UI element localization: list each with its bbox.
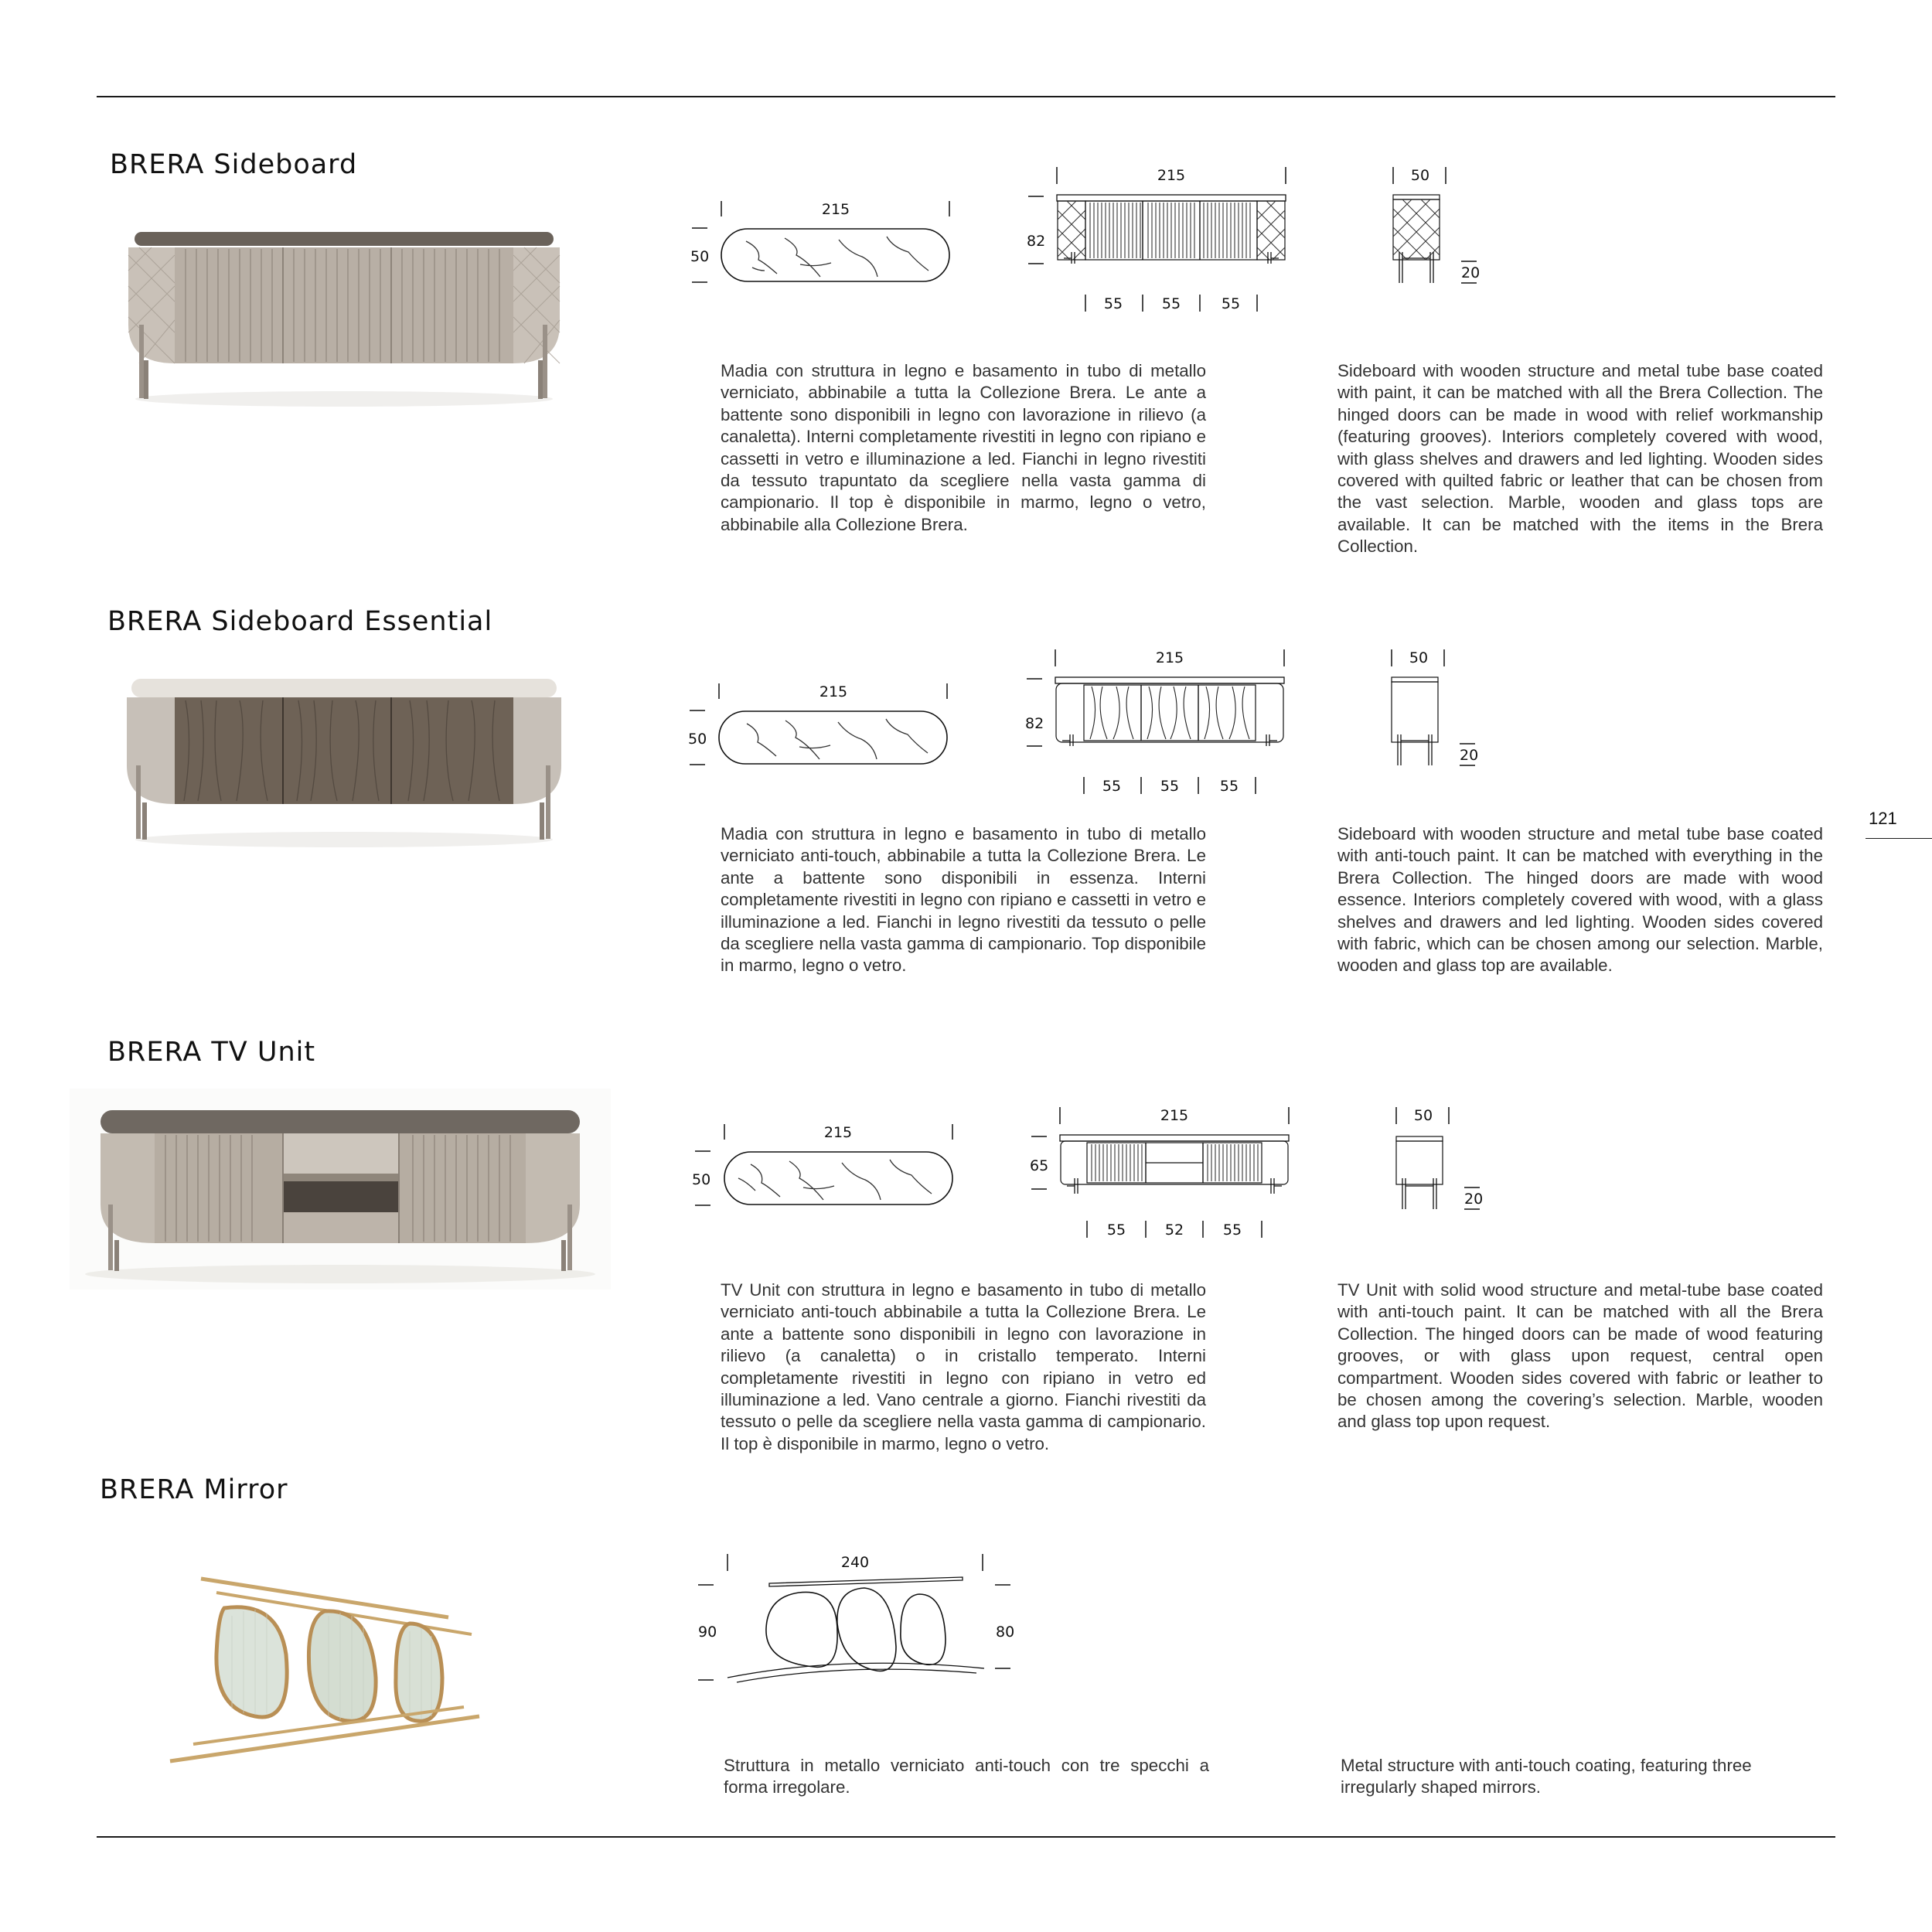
- page-number: 121: [1869, 809, 1897, 828]
- dim-side-depth: 50: [1413, 1107, 1433, 1124]
- mirror-text-en: Metal structure with anti-touch coating, featuring three irregularly shaped mirrors.: [1341, 1756, 1752, 1797]
- dim-side-leg: 20: [1464, 1191, 1484, 1208]
- sideboard-essential-photo: [124, 673, 564, 850]
- tv-unit-side-view: [1379, 1101, 1495, 1217]
- mirror-photo: [155, 1562, 495, 1770]
- dim-door-1: 55: [1103, 295, 1123, 312]
- sideboard-text-it: Madia con struttura in legno e basamento in tubo di metallo verniciato, abbinabile a tutta la Collezione Brera. Le ante a battente sono disponibili in legno con lavorazione in rilievo (a canaletta). Interni completamente rivestiti in legno con ripiano e cassetti in vetro e illuminazione a led. Fianchi in legno rivestiti da tessuto trapuntato da scegliere nella vasta gamma di campionario. Il top è disponibile in marmo, legno o vetro, abbinabile alla Collezione Brera.: [721, 361, 1206, 534]
- mirror-drawing: [690, 1546, 1031, 1693]
- dim-front-height: 82: [1027, 233, 1046, 250]
- tv-unit-text-en: TV Unit with solid wood structure and metal-tube base coated with anti-touch paint. It can be matched with all the Brera Collection. The hinged doors can be made of wood featuring grooves, or with glass upon request, central open compartment. Wooden sides covered with fabric or leather to be chosen among the covering’s selection. Marble, wooden and glass top upon request.: [1337, 1280, 1823, 1432]
- dim-top-depth: 50: [692, 1171, 711, 1188]
- dim-side-depth: 50: [1410, 167, 1430, 184]
- dim-door-2: 52: [1164, 1222, 1184, 1239]
- dim-door-1: 55: [1106, 1222, 1126, 1239]
- section-title-mirror: BRERA Mirror: [100, 1474, 288, 1505]
- sideboard-top-view: [684, 193, 963, 317]
- dim-mirror-height-right: 80: [996, 1624, 1015, 1641]
- dim-front-height: 65: [1030, 1157, 1049, 1174]
- dim-mirror-height-left: 90: [698, 1624, 717, 1641]
- dim-front-width: 215: [1155, 649, 1184, 666]
- bottom-rule: [97, 1836, 1835, 1838]
- top-rule: [97, 96, 1835, 97]
- section-title-tv-unit: BRERA TV Unit: [107, 1037, 316, 1068]
- dim-mirror-width: 240: [840, 1554, 870, 1571]
- section-title-sideboard-essential: BRERA Sideboard Essential: [107, 606, 493, 637]
- dim-side-leg: 20: [1461, 264, 1481, 281]
- sideboard-text-en: Sideboard with wooden structure and metal tube base coated with paint, it can be matched with all the Brera Collection. The hinged doors can be made in wood with relief workmanship (featuring grooves). Interiors completely covered with wood, with glass shelves and drawers and led lighting. Wooden sides covered with quilted fabric or leather that can be chosen from the vast selection. Marble, wooden and glass tops are available. It can be matched with the items in the Brera Collection.: [1337, 361, 1823, 557]
- dim-top-width: 215: [819, 683, 848, 700]
- dim-top-depth: 50: [688, 731, 707, 748]
- sideboard-essential-text-it: Madia con struttura in legno e basamento in tubo di metallo verniciato anti-touch, abbinabile a tutta la Collezione Brera. Le ante a battente sono disponibili in essenza. Interni completamente rivestiti in legno con ripiano e cassetti in vetro e illuminazione a led. Fianchi in legno rivestiti da tessuto o pelle da scegliere nella vasta gamma di campionario. Top disponibile in marmo, legno o vetro.: [721, 824, 1206, 976]
- dim-top-depth: 50: [690, 248, 710, 265]
- dim-door-2: 55: [1160, 778, 1180, 795]
- dim-top-width: 215: [821, 201, 850, 218]
- sideboard-essential-side-view: [1375, 642, 1491, 773]
- sideboard-front-view: [1021, 159, 1299, 322]
- page-number-rule: [1866, 838, 1932, 839]
- sideboard-side-view: [1376, 159, 1492, 291]
- mirror-text-it: Struttura in metallo verniciato anti-touch con tre specchi a forma irregolare.: [724, 1756, 1209, 1797]
- dim-door-3: 55: [1222, 1222, 1242, 1239]
- dim-top-width: 215: [823, 1124, 853, 1141]
- sideboard-photo: [124, 224, 564, 410]
- tv-unit-front-view: [1022, 1101, 1300, 1248]
- tv-unit-top-view: [684, 1116, 963, 1240]
- tv-unit-text-it: TV Unit con struttura in legno e basamento in tubo di metallo verniciato anti-touch abbinabile a tutta la Collezione Brera. Le ante a battente sono disponibili in legno con lavorazione in rilievo (a canaletta) o in cristallo temperato. Interni completamente rivestiti in legno con ripiano in vetro ed illuminazione a led. Vano centrale a giorno. Fianchi rivestiti da tessuto o pelle da scegliere nella vasta gamma di campionario. Il top è disponibile in marmo, legno o vetro.: [721, 1280, 1206, 1453]
- dim-front-width: 215: [1157, 167, 1186, 184]
- dim-door-2: 55: [1161, 295, 1181, 312]
- sideboard-essential-front-view: [1019, 642, 1297, 804]
- sideboard-essential-top-view: [682, 676, 960, 799]
- sideboard-essential-text-en: Sideboard with wooden structure and metal tube base coated with anti-touch paint. It can be matched with everything in the Brera Collection. The hinged doors are made with wood essence. Interiors completely covered with wood, with a glass shelves and drawers and led lighting. Wooden sides covered with fabric, which can be chosen among our selection. Marble, wooden and glass top are available.: [1337, 824, 1823, 976]
- dim-side-leg: 20: [1460, 747, 1479, 764]
- dim-door-3: 55: [1221, 295, 1241, 312]
- dim-side-depth: 50: [1409, 649, 1429, 666]
- dim-front-width: 215: [1160, 1107, 1189, 1124]
- dim-front-height: 82: [1025, 715, 1044, 732]
- dim-door-1: 55: [1102, 778, 1122, 795]
- tv-unit-photo: [70, 1089, 611, 1290]
- dim-door-3: 55: [1219, 778, 1239, 795]
- section-title-sideboard: BRERA Sideboard: [110, 149, 358, 180]
